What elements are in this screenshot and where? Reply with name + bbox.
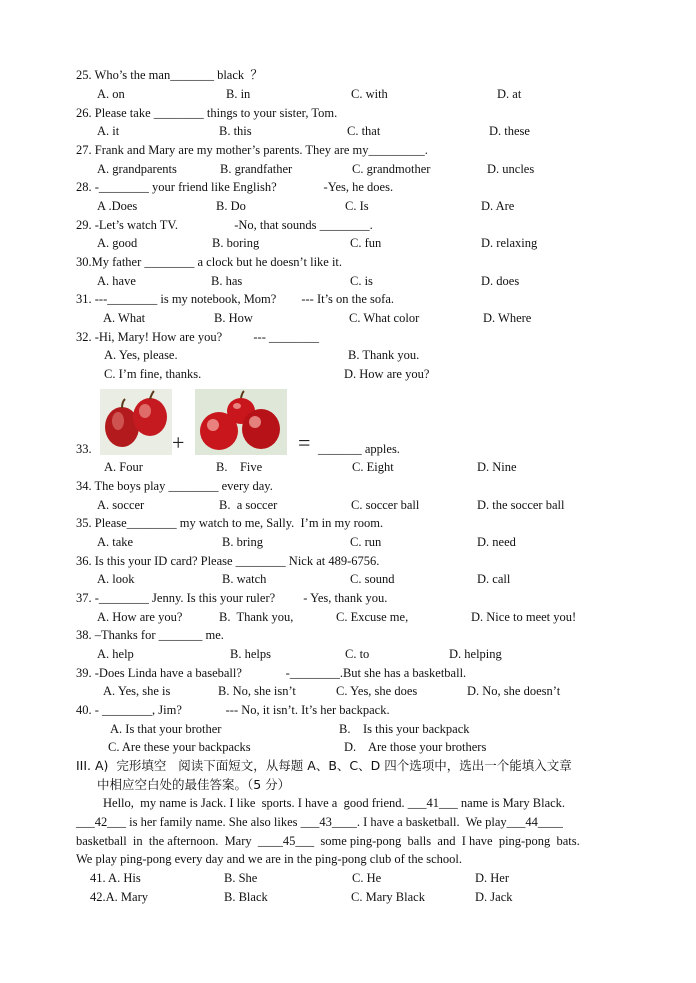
question-39-option-a: A. Yes, she is [103,684,171,698]
question-29-option-a: A. good [97,236,138,250]
question-36: 36. Is this your ID card? Please ________ Nick at 489-6756. [76,554,380,568]
question-36-option-b: B. watch [222,572,267,586]
question-27-option-b: B. grandfather [220,162,293,176]
question-35-option-c: C. run [350,535,382,549]
question-28-option-a: A .Does [97,199,138,213]
question-37-option-d: D. Nice to meet you! [471,610,577,624]
question-33-option-c: C. Eight [352,460,394,474]
question-38-option-c: C. to [345,647,370,661]
section3-heading-cont: 中相应空白处的最佳答案。（5 分） [97,777,291,792]
question-40: 40. - ________, Jim? --- No, it isn’t. It’s her backpack. [76,703,390,717]
q42-option-c: C. Mary Black [351,890,425,904]
question-34-option-a: A. soccer [97,498,145,512]
question-39-option-c: C. Yes, she does [336,684,418,698]
question-39-option-b: B. No, she isn’t [218,684,296,698]
question-25-option-c: C. with [351,87,388,101]
question-34-option-b: B. a soccer [219,498,278,512]
question-35-option-b: B. bring [222,535,263,549]
question-40-option-d: D. Are those your brothers [344,740,487,754]
question-28-option-c: C. Is [345,199,369,213]
question-26-option-d: D. these [489,124,530,138]
question-32-option-a: A. Yes, please. [104,348,178,362]
question-28: 28. -________ your friend like English? -Yes, he does. [76,180,394,194]
plus-sign: + [172,430,185,455]
question-35: 35. Please________ my watch to me, Sally. I’m in my room. [76,516,384,530]
question-35-option-d: D. need [477,535,516,549]
question-31-option-d: D. Where [483,311,532,325]
question-34-option-c: C. soccer ball [351,498,420,512]
question-34: 34. The boys play ________ every day. [76,479,273,493]
question-27-option-c: C. grandmother [352,162,431,176]
question-32-option-d: D. How are you? [344,367,430,381]
question-26-option-a: A. it [97,124,120,138]
question-33: 33. [76,442,92,456]
q41-option-d: D. Her [475,871,510,885]
question-33-option-a: A. Four [104,460,143,474]
q41-option-a: 41. A. His [90,871,141,885]
question-38-option-d: D. helping [449,647,502,661]
question-26: 26. Please take ________ things to your sister, Tom. [76,106,338,120]
equals-sign: = [298,430,311,455]
question-30-option-c: C. is [350,274,373,288]
question-40-option-a: A. Is that your brother [110,722,222,736]
question-25-option-b: B. in [226,87,251,101]
question-36-option-c: C. sound [350,572,395,586]
question-27-option-d: D. uncles [487,162,535,176]
question-25-option-a: A. on [97,87,125,101]
question-28-option-d: D. Are [481,199,515,213]
passage-line-4: We play ping-pong every day and we are in the ping-pong club of the school. [76,852,463,866]
question-33-option-b: B. Five [216,460,263,474]
question-36-option-d: D. call [477,572,511,586]
question-30: 30.My father ________ a clock but he doesn’t like it. [76,255,343,269]
question-26-option-c: C. that [347,124,381,138]
q42-option-a: 42.A. Mary [90,890,148,904]
passage-line-1: Hello, my name is Jack. I like sports. I have a good friend. ___41___ name is Mary Black. [103,796,566,810]
question-37-option-a: A. How are you? [97,610,183,624]
question-30-option-a: A. have [97,274,136,288]
q42-option-b: B. Black [224,890,268,904]
question-36-option-a: A. look [97,572,135,586]
question-37-option-b: B. Thank you, [219,610,294,624]
question-30-option-b: B. has [211,274,243,288]
question-37: 37. -________ Jenny. Is this your ruler? - Yes, thank you. [76,591,388,605]
question-27-option-a: A. grandparents [97,162,177,176]
question-39: 39. -Does Linda have a baseball? -________.But she has a basketball. [76,666,467,680]
question-31-option-a: A. What [103,311,146,325]
three-apples-image [195,389,287,455]
question-38-option-a: A. help [97,647,134,661]
question-25-option-d: D. at [497,87,522,101]
question-32-option-c: C. I’m fine, thanks. [104,367,202,381]
question-35-option-a: A. take [97,535,134,549]
section3-heading: III. A) 完形填空 阅读下面短文，从每题 A、B、C、D 四个选项中，选出一个能填入文章 [76,758,572,773]
question-31: 31. ---________ is my notebook, Mom? --- It’s on the sofa. [76,292,395,306]
question-34-option-d: D. the soccer ball [477,498,565,512]
question-40-option-b: B. Is this your backpack [339,722,470,736]
question-30-option-d: D. does [481,274,520,288]
question-29-option-b: B. boring [212,236,260,250]
question-26-option-b: B. this [219,124,252,138]
question-29-option-c: C. fun [350,236,382,250]
question-39-option-d: D. No, she doesn’t [467,684,561,698]
passage-line-3: basketball in the afternoon. Mary ____45___ some ping-pong balls and I have ping-pong bats. [76,834,580,848]
question-29: 29. -Let’s watch TV. -No, that sounds ________. [76,218,373,232]
question-29-option-d: D. relaxing [481,236,538,250]
question-27: 27. Frank and Mary are my mother’s parents. They are my_________. [76,143,428,157]
question-25: 25. Who’s the man_______ black ？ [76,68,263,82]
two-apples-image [100,389,172,455]
question-38: 38. –Thanks for _______ me. [76,628,224,642]
question-40-option-c: C. Are these your backpacks [108,740,251,754]
question-38-option-b: B. helps [230,647,271,661]
question-32-option-b: B. Thank you. [348,348,420,362]
q41-option-b: B. She [224,871,258,885]
question-33-blank: _______ apples. [318,442,400,456]
q42-option-d: D. Jack [475,890,513,904]
question-32: 32. -Hi, Mary! How are you? --- ________ [76,330,319,344]
question-31-option-b: B. How [214,311,253,325]
question-37-option-c: C. Excuse me, [336,610,409,624]
question-28-option-b: B. Do [216,199,246,213]
question-33-option-d: D. Nine [477,460,517,474]
passage-line-2: ___42___ is her family name. She also likes ___43____. I have a basketball. We play___44____ [76,815,563,829]
q41-option-c: C. He [352,871,382,885]
question-31-option-c: C. What color [349,311,420,325]
